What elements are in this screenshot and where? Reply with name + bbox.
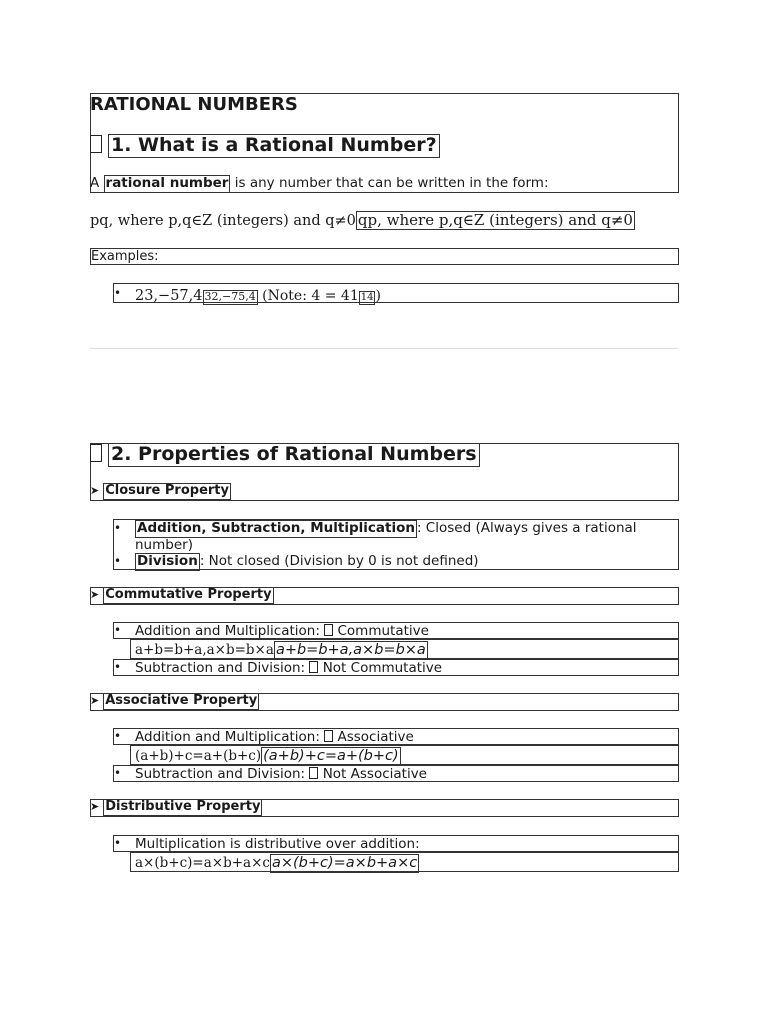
associative-formula	[130, 745, 679, 765]
closure-item-2-bold: Division	[137, 553, 198, 569]
intro-bold-term: rational number	[105, 175, 229, 191]
examples-item	[113, 283, 679, 303]
commutative-item-1	[113, 622, 679, 639]
closure-item-1-cont: number)	[135, 537, 193, 553]
bullet: •	[114, 554, 122, 568]
closure-item-1	[135, 520, 637, 538]
associative-item-2-text: Subtraction and Division:	[135, 766, 310, 782]
commutative-item-1-tail: Commutative	[333, 623, 429, 639]
commutative-title	[90, 587, 274, 604]
bullet: •	[114, 286, 122, 300]
associative-formula-math: (a+b)+c=a+(b+c)	[263, 748, 399, 764]
commutative-item-2-tail: Not Commutative	[318, 660, 443, 676]
distributive-item-1-text: Multiplication is distributive over addition:	[135, 836, 420, 852]
associative-formula-plain: (a+b)+c=a+(b+c)	[135, 748, 262, 764]
section1-heading-text: 1. What is a Rational Number?	[108, 134, 440, 158]
arrow-icon: ➤	[90, 694, 100, 707]
distributive-formula	[130, 852, 679, 872]
associative-item-1	[113, 728, 679, 745]
bullet: •	[114, 766, 122, 780]
intro-prefix: A	[90, 175, 104, 191]
intro-suffix: is any number that can be written in the form:	[230, 175, 549, 191]
closure-item-2-rest: : Not closed (Division by 0 is not defined)	[199, 553, 479, 569]
rational-form	[90, 210, 635, 230]
section2-heading	[90, 443, 480, 467]
examples-label-text: Examples:	[91, 249, 159, 264]
examples-plain: 23,−57,4	[135, 288, 203, 304]
associative-item-2-tail: Not Associative	[318, 766, 427, 782]
examples-content	[135, 285, 381, 305]
section2-heading-text: 2. Properties of Rational Numbers	[108, 443, 480, 467]
arrow-icon: ➤	[90, 800, 100, 813]
bullet: •	[114, 623, 122, 637]
distributive-title-text: Distributive Property	[105, 799, 261, 814]
bullet: •	[114, 660, 122, 674]
associative-title	[90, 693, 259, 710]
commutative-item-2	[113, 659, 679, 676]
associative-item-1-text: Addition and Multiplication:	[135, 729, 325, 745]
note-small: 14	[360, 292, 374, 303]
closure-title	[90, 483, 231, 500]
distributive-title	[90, 799, 262, 816]
bullet: •	[114, 729, 122, 743]
emoji-placeholder-icon	[324, 730, 333, 742]
commutative-title-text: Commutative Property	[105, 587, 272, 602]
emoji-placeholder-icon	[90, 444, 102, 462]
associative-title-text: Associative Property	[105, 693, 258, 708]
commutative-item-2-text: Subtraction and Division:	[135, 660, 310, 676]
closure-title-text: Closure Property	[105, 483, 229, 498]
associative-item-2	[113, 765, 679, 782]
intro-paragraph	[90, 175, 549, 193]
closure-item-2	[135, 553, 479, 571]
distributive-formula-plain: a×(b+c)=a×b+a×c	[135, 855, 270, 871]
emoji-placeholder-icon	[90, 135, 102, 153]
bullet: •	[114, 836, 122, 850]
commutative-formula-plain: a+b=b+a,a×b=b×a	[135, 642, 274, 658]
emoji-placeholder-icon	[324, 624, 333, 636]
page-title: RATIONAL NUMBERS	[90, 94, 298, 115]
commutative-formula-math: a+b=b+a,a×b=b×a	[275, 642, 426, 658]
arrow-icon: ➤	[90, 588, 100, 601]
closure-item-1-rest: : Closed (Always gives a rational	[416, 520, 637, 536]
commutative-formula	[130, 639, 679, 659]
examples-small: 32,−75,4	[204, 290, 256, 303]
commutative-item-1-text: Addition and Multiplication:	[135, 623, 325, 639]
note-suffix: )	[375, 288, 381, 304]
section-divider	[90, 348, 678, 349]
note-prefix: (Note: 4 = 41	[257, 288, 359, 304]
associative-item-1-tail: Associative	[333, 729, 414, 745]
closure-item-1-bold: Addition, Subtraction, Multiplication	[137, 520, 415, 536]
bullet: •	[114, 521, 122, 535]
rational-form-math: qp, where p,q∈Z (integers) and q≠0	[357, 211, 633, 229]
distributive-formula-math: a×(b+c)=a×b+a×c	[271, 855, 418, 871]
section1-heading	[90, 134, 440, 158]
examples-label	[90, 248, 679, 265]
distributive-item-1	[113, 835, 679, 852]
closure-list	[113, 519, 679, 570]
rational-form-plain: pq, where p,q∈Z (integers) and q≠0	[90, 213, 356, 229]
arrow-icon: ➤	[90, 484, 100, 497]
